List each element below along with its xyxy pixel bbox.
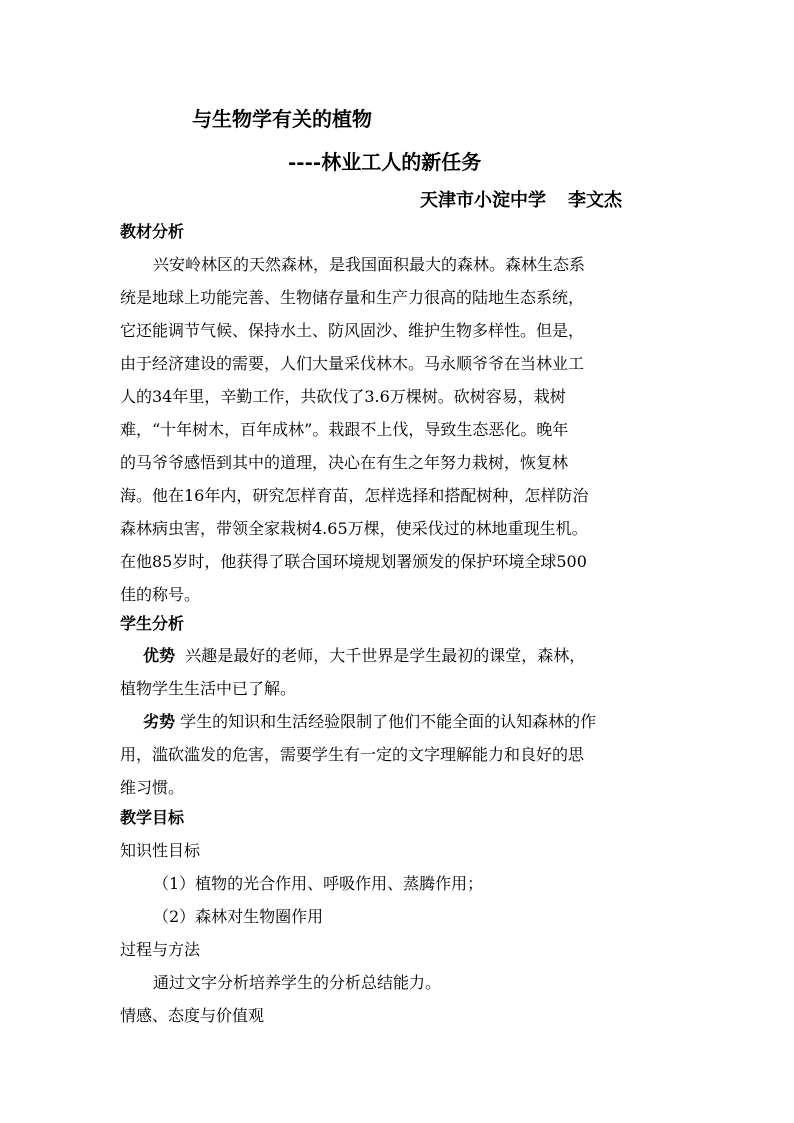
advantage-line: 植物学生生活中已了解。 [120,679,297,698]
material-line: 佳的称号。 [120,585,201,604]
attitude-goal-label: 情感、态度与价值观 [120,1006,265,1025]
material-line: 难，“十年树木，百年成林”。栽跟不上伐，导致生态恶化。晚年 [120,420,569,439]
knowledge-goal-item: （2）森林对生物圈作用 [153,907,324,926]
material-line: 人的34年里，辛勤工作，共砍伐了3.6万棵树。砍树容易，栽树 [120,387,566,406]
advantage-label: 优势 [143,646,176,665]
section-heading-students: 学生分析 [120,614,185,633]
material-line: 兴安岭林区的天然森林，是我国面积最大的森林。森林生态系 [153,255,586,274]
material-line: 由于经济建设的需要，人们大量采伐林木。马永顺爷爷在当林业工 [120,354,585,373]
weakness-line: 用，滥砍滥发的危害，需要学生有一定的文字理解能力和良好的思 [120,745,585,764]
material-line: 森林病虫害，带领全家栽树4.65万棵，使采伐过的林地重现生机。 [120,519,588,538]
advantage-line [143,643,585,666]
document-title: 与生物学有关的植物 [192,107,372,131]
material-line: 它还能调节气候、保持水土、防风固沙、维护生物多样性。但是， [120,321,585,340]
process-goal-label: 过程与方法 [120,940,201,959]
advantage-text: 兴趣是最好的老师，大千世界是学生最初的课堂，森林， [185,646,586,665]
material-line: 在他85岁时，他获得了联合国环境规划署颁发的保护环境全球500 [120,552,587,571]
knowledge-goal-item: （1）植物的光合作用、呼吸作用、蒸腾作用； [153,874,484,893]
material-line: 的马爷爷感悟到其中的道理，决心在有生之年努力栽树，恢复林 [120,453,569,472]
weakness-line [143,709,596,732]
author-name: 李文杰 [568,190,622,211]
document-subtitle: ----林业工人的新任务 [288,150,482,174]
weakness-text: 学生的知识和生活经验限制了他们不能全面的认知森林的作 [180,712,597,731]
weakness-line: 维习惯。 [120,778,185,797]
material-line: 海。他在16年内，研究怎样育苗，怎样选择和搭配树种，怎样防治 [120,486,589,505]
process-goal-text: 通过文字分析培养学生的分析总结能力。 [153,973,442,992]
author-line [420,186,622,212]
author-school: 天津市小淀中学 [420,190,546,211]
knowledge-goal-label: 知识性目标 [120,841,201,860]
section-heading-material: 教材分析 [120,222,185,241]
weakness-label: 劣势 [143,712,176,731]
section-heading-goals: 教学目标 [120,808,185,827]
material-line: 统是地球上功能完善、生物储存量和生产力很高的陆地生态系统， [120,288,585,307]
